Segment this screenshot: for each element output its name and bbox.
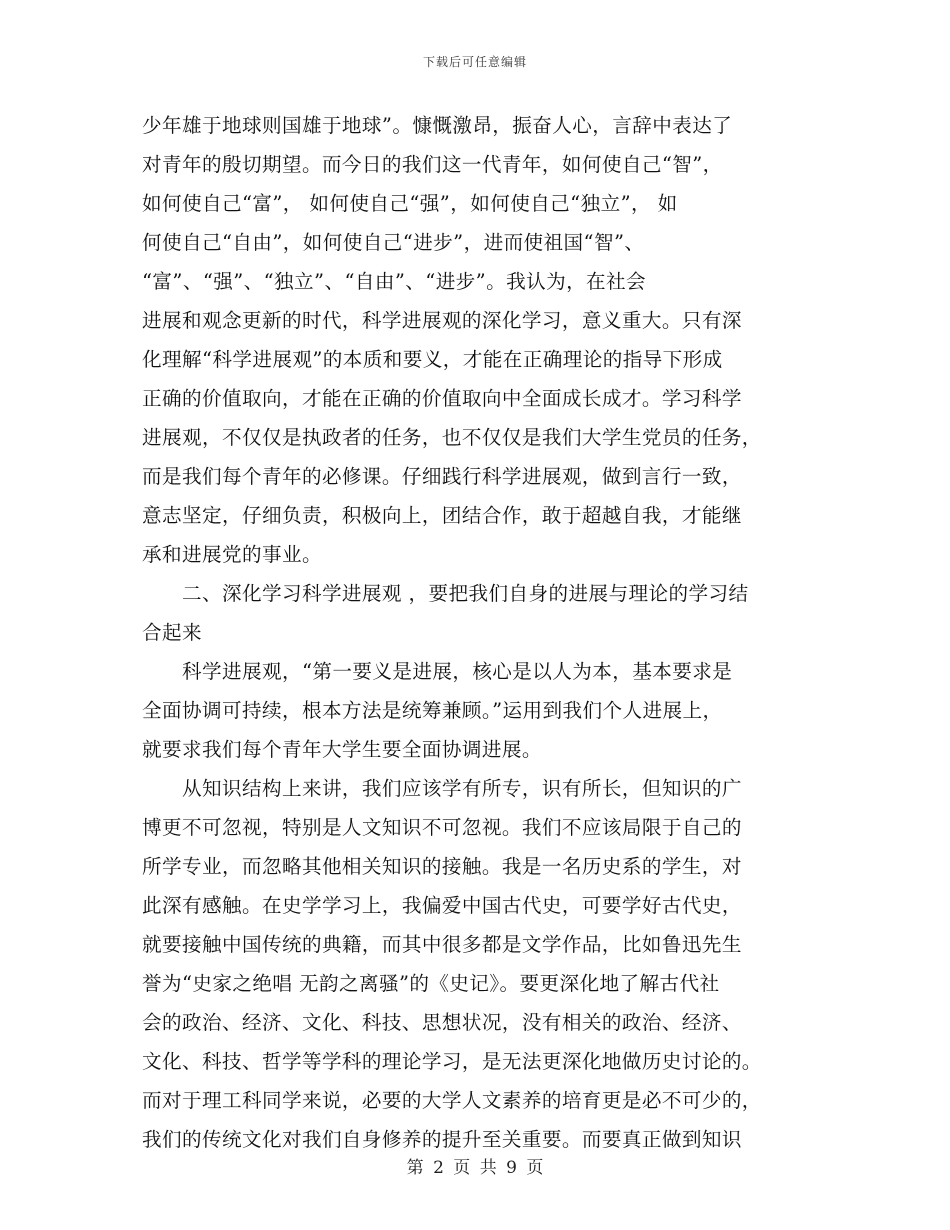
text-line: 我们的传统文化对我们自身修养的提升至关重要。而要真正做到知识: [142, 1128, 742, 1151]
text-line: 正确的价值取向，才能在正确的价值取向中全面成长成才。学习科学: [142, 387, 742, 410]
text-line: 何使自己“自由”，如何使自己“进步”，进而使祖国“智”、: [142, 231, 645, 254]
text-line: 二、深化学习科学进展观 ，要把我们自身的进展与理论的学习结: [142, 582, 749, 605]
text-line: 就要接触中国传统的典籍，而其中很多都是文学作品，比如鲁迅先生: [142, 933, 742, 956]
text-line: 承和进展党的事业。: [142, 543, 322, 566]
text-line: 意志坚定，仔细负责，积极向上，团结合作，敢于超越自我，才能继: [142, 504, 742, 527]
text-line: 所学专业，而忽略其他相关知识的接触。我是一名历史系的学生，对: [142, 855, 742, 878]
text-line: 誉为“史家之绝唱 无韵之离骚”的《史记》。要更深化地了解古代社: [142, 972, 720, 995]
text-line: “富”、“强”、“独立”、“自由”、“进步”。我认为，在社会: [142, 270, 647, 293]
text-line: 对青年的殷切期望。而今日的我们这一代青年，如何使自己“智”，: [142, 153, 723, 176]
text-line: 全面协调可持续，根本方法是统筹兼顾。”运用到我们个人进展上，: [142, 699, 723, 722]
text-line: 进展观，不仅仅是执政者的任务，也不仅仅是我们大学生党员的任务，: [142, 426, 762, 449]
document-body: [142, 106, 802, 1159]
text-line: 此深有感触。在史学学习上，我偏爱中国古代史，可要学好古代史，: [142, 894, 742, 917]
text-line: 博更不可忽视，特别是人文知识不可忽视。我们不应该局限于自己的: [142, 816, 742, 839]
text-line: 少年雄于地球则国雄于地球”。慷慨激昂，振奋人心，言辞中表达了: [142, 114, 733, 137]
text-line: 会的政治、经济、文化、科技、思想状况，没有相关的政治、经济、: [142, 1011, 742, 1034]
text-line: 从知识结构上来讲，我们应该学有所专，识有所长，但知识的广: [142, 777, 742, 800]
text-line: 就要求我们每个青年大学生要全面协调进展。: [142, 738, 542, 761]
text-line: 而是我们每个青年的必修课。仔细践行科学进展观，做到言行一致，: [142, 465, 742, 488]
text-line: 合起来: [142, 621, 202, 644]
text-line: 科学进展观，“第一要义是进展，核心是以人为本，基本要求是: [142, 660, 733, 683]
page-header-note: 下载后可任意编辑: [422, 55, 527, 69]
text-line: 而对于理工科同学来说，必要的大学人文素养的培育更是必不可少的，: [142, 1089, 762, 1112]
text-line: 进展和观念更新的时代，科学进展观的深化学习，意义重大。只有深: [142, 309, 742, 332]
text-line: 化理解“科学进展观”的本质和要义，才能在正确理论的指导下形成: [142, 348, 723, 371]
page-number-footer: 第 2 页 共 9 页: [406, 1158, 544, 1178]
text-line: 文化、科技、哲学等学科的理论学习，是无法更深化地做历史讨论的。: [142, 1050, 762, 1073]
text-line: 如何使自己“富”， 如何使自己“强”，如何使自己“独立”， 如: [142, 192, 678, 215]
